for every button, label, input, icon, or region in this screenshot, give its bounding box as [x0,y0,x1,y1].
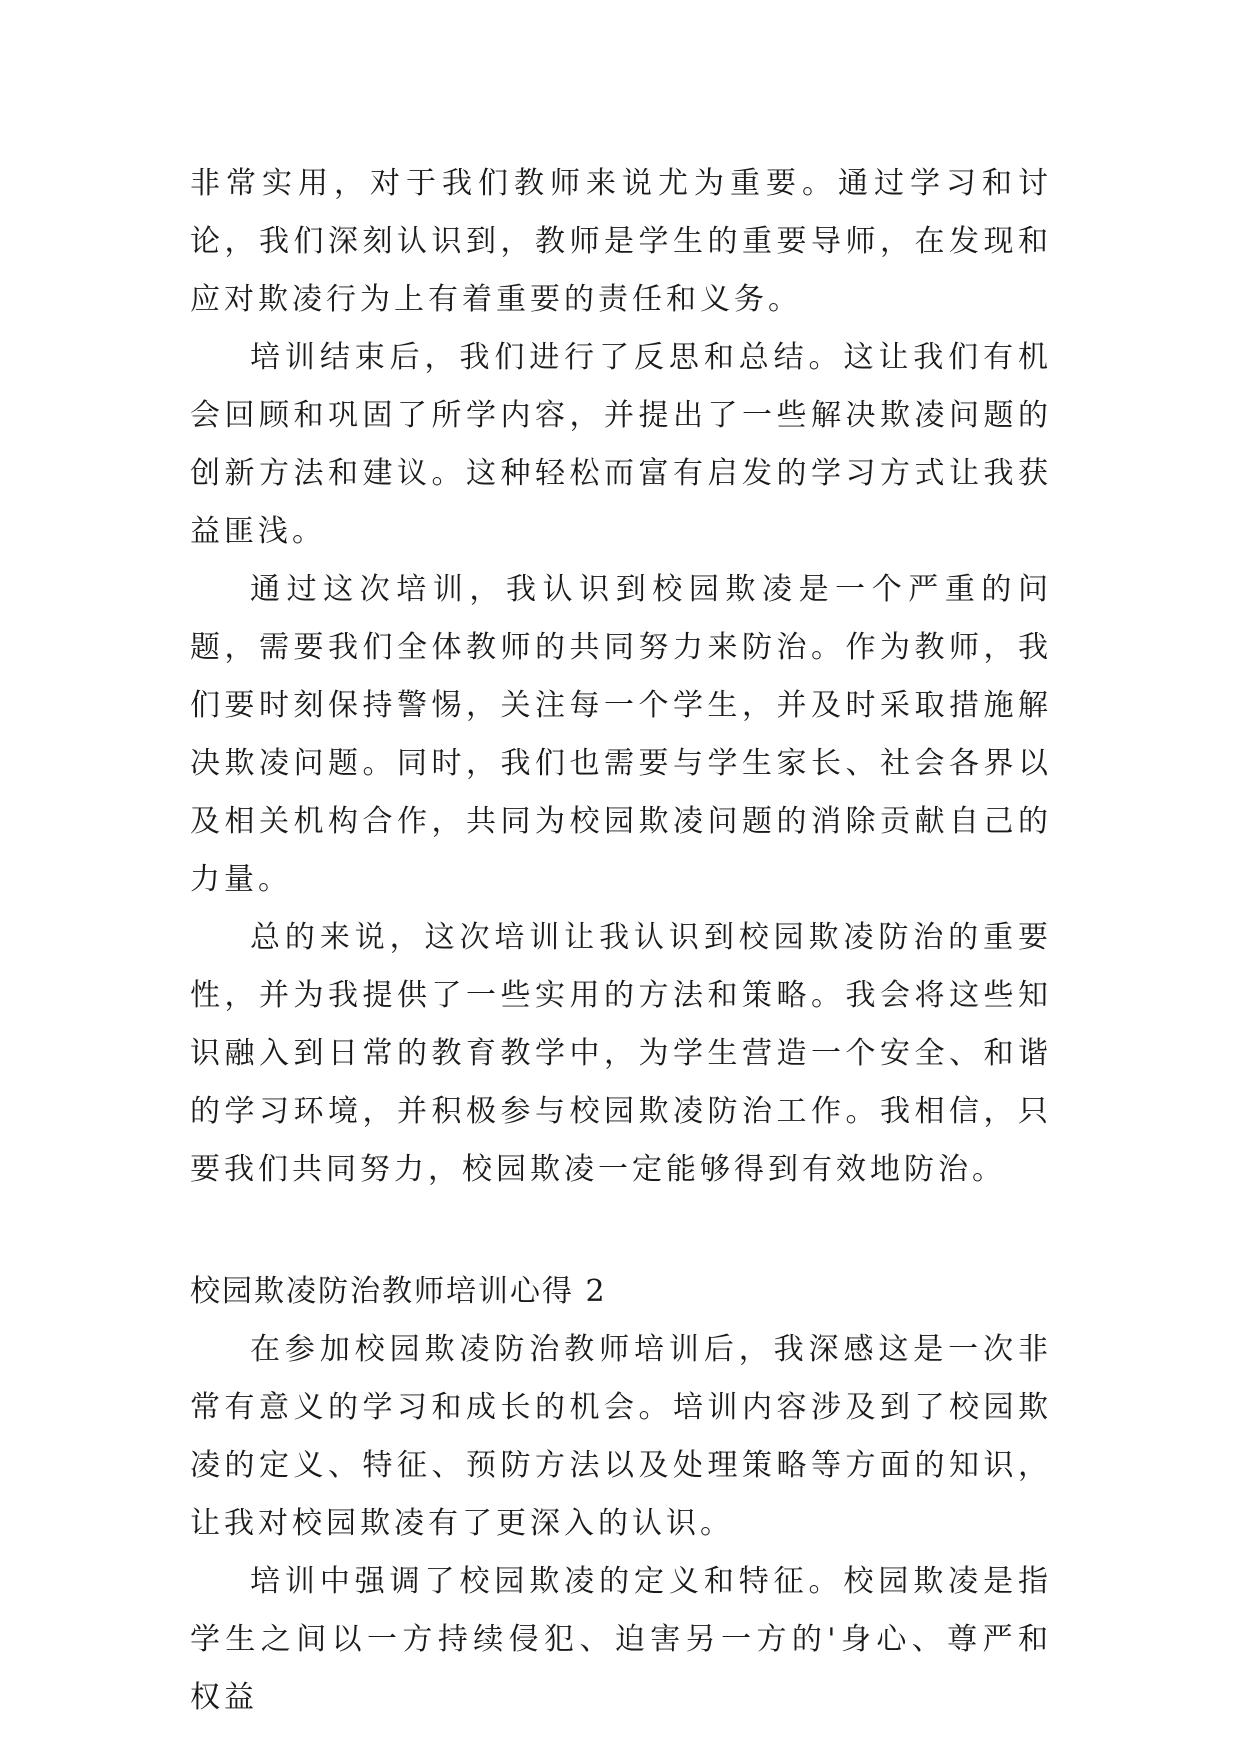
section-title: 校园欺凌防治教师培训心得 2 [190,1274,607,1309]
paragraph: 在参加校园欺凌防治教师培训后，我深感这是一次非常有意义的学习和成长的机会。培训内容涉及到了校园欺凌的定义、特征、预防方法以及处理策略等方面的知识，让我对校园欺凌有了更深入的认识。 [190,1332,1052,1541]
paragraph: 总的来说，这次培训让我认识到校园欺凌防治的重要性，并为我提供了一些实用的方法和策略。我会将这些知识融入到日常的教育教学中，为学生营造一个安全、和谐的学习环境，并积极参与校园欺凌防治工作。我相信，只要我们共同努力，校园欺凌一定能够得到有效地防治。 [190,920,1052,1187]
paragraph-continued: 非常实用，对于我们教师来说尤为重要。通过学习和讨论，我们深刻认识到，教师是学生的重要导师，在发现和应对欺凌行为上有着重要的责任和义务。 [190,166,1052,317]
paragraph: 通过这次培训，我认识到校园欺凌是一个严重的问题，需要我们全体教师的共同努力来防治。作为教师，我们要时刻保持警惕，关注每一个学生，并及时采取措施解决欺凌问题。同时，我们也需要与学生家长、社会各界以及相关机构合作，共同为校园欺凌问题的消除贡献自己的力量。 [190,572,1052,897]
paragraph: 培训结束后，我们进行了反思和总结。这让我们有机会回顾和巩固了所学内容，并提出了一些解决欺凌问题的创新方法和建议。这种轻松而富有启发的学习方式让我获益匪浅。 [190,340,1052,549]
paragraph: 培训中强调了校园欺凌的定义和特征。校园欺凌是指学生之间以一方持续侵犯、迫害另一方的'身心、尊严和权益 [190,1564,1052,1715]
document-body [190,155,1052,1727]
